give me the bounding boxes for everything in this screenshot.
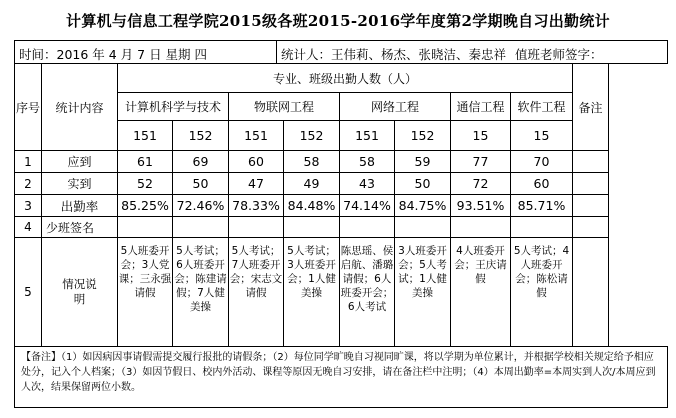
class-size: 152	[284, 121, 340, 151]
note-cell	[573, 195, 609, 217]
class-size: 15	[451, 121, 511, 151]
class-size: 151	[340, 121, 395, 151]
table-cell: 60	[229, 151, 284, 173]
table-cell: 70	[511, 151, 573, 173]
row-label: 应到	[42, 151, 118, 173]
sign-cell	[118, 217, 173, 238]
page-title: 计算机与信息工程学院2015级各班2015-2016学年度第2学期晚自习出勤统计	[66, 12, 610, 30]
row-seq: 2	[15, 173, 42, 195]
situation-note: 5人考试；3人班委开会；1人健美操	[284, 238, 340, 347]
situation-note: 4人班委开会；王庆请假	[451, 238, 511, 347]
table-row	[15, 238, 609, 347]
table-cell: 58	[340, 151, 395, 173]
col-item-header: 统计内容	[42, 64, 118, 151]
sign-cell	[511, 217, 573, 238]
table-cell: 93.51%	[451, 195, 511, 217]
table-cell: 69	[173, 151, 229, 173]
table-cell: 85.25%	[118, 195, 173, 217]
sign-cell	[395, 217, 451, 238]
table-cell: 49	[284, 173, 340, 195]
situation-note: 5人考试；6人班委开会；陈建请假；7人健美操	[173, 238, 229, 347]
stat-people: 统计人：王伟莉、杨杰、张晓洁、秦忠祥	[281, 47, 507, 62]
row-seq: 4	[15, 217, 42, 238]
date-info: 时间：2016 年 4 月 7 日 星期 四	[19, 47, 208, 62]
row-seq: 3	[15, 195, 42, 217]
note-cell	[573, 238, 609, 347]
sign-cell	[284, 217, 340, 238]
situation-note: 5人班委开会；3人党课；三永强请假	[118, 238, 173, 347]
table-cell: 50	[395, 173, 451, 195]
table-cell: 78.33%	[229, 195, 284, 217]
table-cell: 43	[340, 173, 395, 195]
row-label: 实到	[42, 173, 118, 195]
situation-note: 3人班委开会；5人考试；1人健美操	[395, 238, 451, 347]
group-header: 专业、班级出勤人数（人）	[118, 64, 573, 93]
table-cell: 58	[284, 151, 340, 173]
sign-cell	[229, 217, 284, 238]
table-cell: 50	[173, 173, 229, 195]
note-cell	[573, 173, 609, 195]
sign-cell	[173, 217, 229, 238]
sign-cell	[340, 217, 395, 238]
row-label: 少班签名	[42, 217, 118, 238]
row-label: 情况说明	[42, 238, 118, 347]
situation-note: 陈思瑶、侯启航、潘璐请假；6人班委开会；6人考试	[340, 238, 395, 347]
table-cell: 59	[395, 151, 451, 173]
attendance-table	[14, 63, 609, 347]
table-cell: 77	[451, 151, 511, 173]
table-row	[15, 151, 609, 173]
table-cell: 72.46%	[173, 195, 229, 217]
table-cell: 72	[451, 173, 511, 195]
table-cell: 60	[511, 173, 573, 195]
situation-note: 5人考试；7人班委开会；宋志文请假	[229, 238, 284, 347]
situation-note: 5人考试；4人班委开会；陈松请假	[511, 238, 573, 347]
class-size: 15	[511, 121, 573, 151]
class-size: 152	[395, 121, 451, 151]
row-seq: 5	[15, 238, 42, 347]
row-label: 出勤率	[42, 195, 118, 217]
class-size: 151	[118, 121, 173, 151]
table-cell: 52	[118, 173, 173, 195]
table-cell: 61	[118, 151, 173, 173]
major-header: 计算机科学与技术	[118, 93, 229, 121]
table-row	[15, 217, 609, 238]
sign-cell	[451, 217, 511, 238]
table-cell: 47	[229, 173, 284, 195]
teacher-sign-label: 值班老师签字：	[515, 47, 603, 62]
col-note-header: 备注	[573, 64, 609, 151]
major-header: 物联网工程	[229, 93, 340, 121]
class-size: 152	[173, 121, 229, 151]
table-cell: 85.71%	[511, 195, 573, 217]
major-header: 通信工程	[451, 93, 511, 121]
table-row	[15, 195, 609, 217]
major-header: 软件工程	[511, 93, 573, 121]
remark-box: 【备注】（1）如因病因事请假需提交履行报批的请假条；（2）每位同学旷晚自习视同旷课，将以学期为单位累计，并根据学校相关规定给予相应处分，记入个人档案；（3）如因节假日、校内外活动、课程等原因无晚自习安排，请在备注栏中注明；（4）本周出勤率=本周实到人次/本周应到人次，结果保留两位小数。	[14, 346, 668, 408]
table-cell: 84.48%	[284, 195, 340, 217]
table-cell: 84.75%	[395, 195, 451, 217]
col-seq-header: 序号	[15, 64, 42, 151]
major-header: 网络工程	[340, 93, 451, 121]
class-size: 151	[229, 121, 284, 151]
table-row	[15, 173, 609, 195]
note-cell	[573, 217, 609, 238]
table-cell: 74.14%	[340, 195, 395, 217]
divider	[276, 41, 277, 63]
row-seq: 1	[15, 151, 42, 173]
info-bar	[14, 40, 668, 64]
note-cell	[573, 151, 609, 173]
